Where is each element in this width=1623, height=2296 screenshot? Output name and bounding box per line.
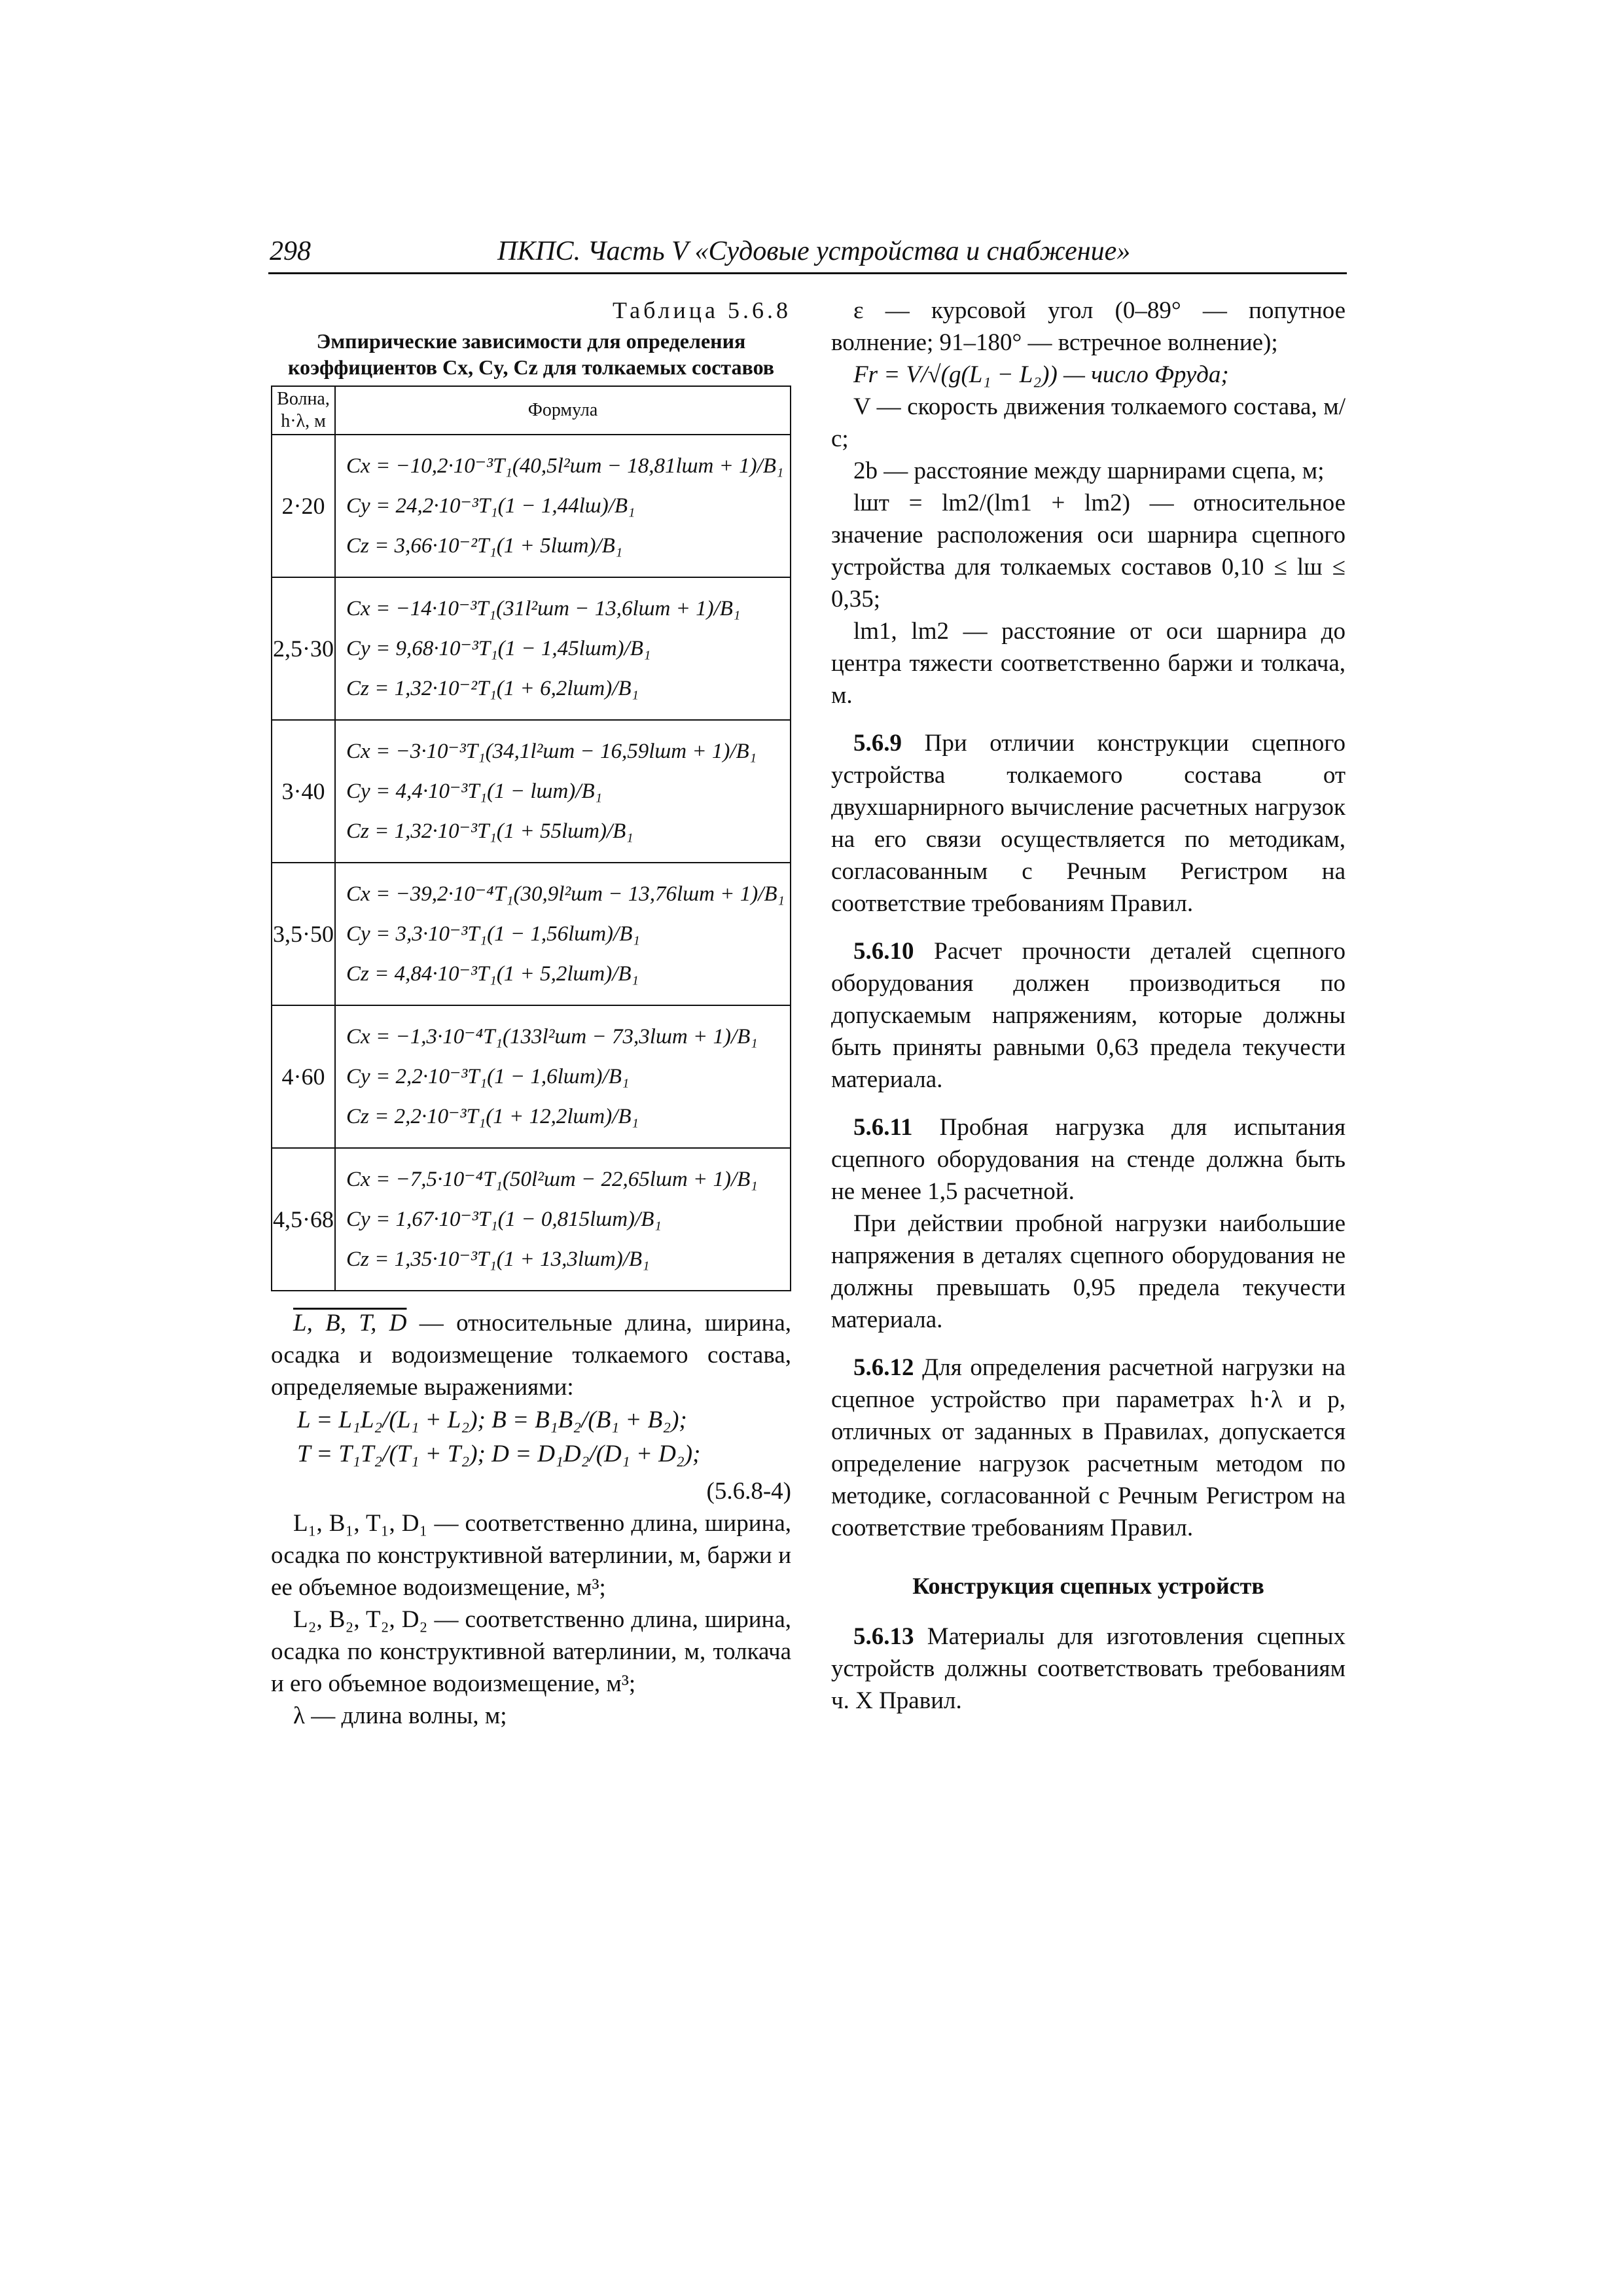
- section-heading: Конструкция сцепных устройств: [912, 1573, 1264, 1599]
- wave-cell: 3·40: [272, 720, 335, 863]
- speed-paragraph: V — скорость движения толкаемого состава, м/с;: [831, 393, 1346, 452]
- formula-cell: [335, 720, 791, 863]
- section-text: Материалы для изготовления сцепных устройств должны соответствовать требованиям ч. X Правил.: [831, 1623, 1346, 1714]
- header-formula: Формула: [335, 386, 791, 435]
- formula-cx: Cx = −1,3·10⁻⁴T₁(133l²шт − 73,3lшт + 1)/B₁: [346, 1024, 758, 1049]
- section-5-6-11: [831, 1111, 1346, 1208]
- equation-line-2: T = T₁T₂/(T₁ + T₂); D = D₁D₂/(D₁ + D₂);: [297, 1441, 701, 1467]
- formula-cy: Cy = 2,2·10⁻³T₁(1 − 1,6lшт)/B₁: [346, 1064, 630, 1088]
- formula-cx: Cx = −10,2·10⁻³T₁(40,5l²шт − 18,81lшт + 1)/B₁: [346, 454, 784, 478]
- table-row: [272, 435, 791, 577]
- hinge-distance-paragraph: 2b — расстояние между шарнирами сцепа, м;: [853, 457, 1325, 484]
- table-caption: Таблица 5.6.8: [613, 297, 791, 323]
- table-row: [272, 1148, 791, 1291]
- froude-paragraph: Fr = V/√(g(L₁ − L₂)) — число Фруда;: [853, 361, 1229, 388]
- formula-table: [271, 386, 791, 1291]
- hinge-position-paragraph: lшт = lm2/(lm1 + lm2) — относительное значение расположения оси шарнира сцепного устройства для толкаемых составов 0,10 ≤ lш ≤ 0,35;: [831, 490, 1346, 613]
- section-number: 5.6.10: [853, 938, 914, 965]
- formula-cx: Cx = −39,2·10⁻⁴T₁(30,9l²шт − 13,76lшт + 1)/B₁: [346, 882, 785, 906]
- formula-cell: [335, 863, 791, 1005]
- formula-cx: Cx = −3·10⁻³T₁(34,1l²шт − 16,59lшт + 1)/B₁: [346, 739, 757, 763]
- wave-cell: 4·60: [272, 1005, 335, 1148]
- formula-cy: Cy = 3,3·10⁻³T₁(1 − 1,56lшт)/B₁: [346, 922, 640, 946]
- section-5-6-10: [831, 935, 1346, 1096]
- formula-cy: Cy = 24,2·10⁻³T₁(1 − 1,44lш)/B₁: [346, 493, 635, 518]
- section-text: При отличии конструкции сцепного устройства толкаемого состава от двухшарнирного вычисление расчетных нагрузок на его связи осуществляется по методикам, согласованным с Речным Регистром на соответствие требованиям Правил.: [831, 730, 1346, 917]
- formula-cell: [335, 435, 791, 577]
- section-5-6-13: [831, 1621, 1346, 1717]
- equation-line-1: L = L₁L₂/(L₁ + L₂); B = B₁B₂/(B₁ + B₂);: [297, 1407, 687, 1433]
- formula-cy: Cy = 4,4·10⁻³T₁(1 − lшт)/B₁: [346, 779, 603, 803]
- section-number: 5.6.13: [853, 1623, 914, 1650]
- wave-cell: 4,5·68: [272, 1148, 335, 1291]
- table-title: Эмпирические зависимости для определения коэффициентов Cx, Cy, Cz для толкаемых составов: [287, 329, 775, 379]
- heading-angle-paragraph: ε — курсовой угол (0–89° — попутное волнение; 91–180° — встречное волнение);: [831, 297, 1346, 356]
- section-text: Расчет прочности деталей сцепного оборудования должен производиться по допускаемым напряжениям, которые должны быть приняты равными 0,63 предела текучести материала.: [831, 938, 1346, 1093]
- table-row: [272, 863, 791, 1005]
- wave-cell: 2·20: [272, 435, 335, 577]
- formula-cx: Cx = −14·10⁻³T₁(31l²шт − 13,6lшт + 1)/B₁: [346, 596, 741, 620]
- page-number: 298: [270, 236, 311, 266]
- formula-cy: Cy = 1,67·10⁻³T₁(1 − 0,815lшт)/B₁: [346, 1207, 662, 1231]
- table-row: [272, 1005, 791, 1148]
- formula-cell: [335, 577, 791, 720]
- formula-cy: Cy = 9,68·10⁻³T₁(1 − 1,45lшт)/B₁: [346, 636, 651, 660]
- section-number: 5.6.12: [853, 1354, 914, 1381]
- formula-cx: Cx = −7,5·10⁻⁴T₁(50l²шт − 22,65lшт + 1)/B₁: [346, 1167, 758, 1191]
- wavelength-paragraph: λ — длина волны, м;: [293, 1702, 507, 1729]
- wave-cell: 3,5·50: [272, 863, 335, 1005]
- section-text: Для определения расчетной нагрузки на сцепное устройство при параметрах h·λ и p, отличных от заданных в Правилах, допускается определение нагрузок расчетным методом по методике, согласованной с Речным Регистром на соответствие требованиям Правил.: [831, 1354, 1346, 1541]
- wave-cell: 2,5·30: [272, 577, 335, 720]
- section-number: 5.6.9: [853, 730, 902, 757]
- relative-dimensions-paragraph: [271, 1307, 791, 1403]
- barge-params-paragraph: L₁, B₁, T₁, D₁ — соответственно длина, ширина, осадка по конструктивной ватерлинии, м, баржи и ее объемное водоизмещение, м³;: [271, 1510, 791, 1601]
- header-rule: [268, 272, 1347, 274]
- formula-cz: Cz = 1,35·10⁻³T₁(1 + 13,3lшт)/B₁: [346, 1247, 650, 1271]
- formula-cz: Cz = 2,2·10⁻³T₁(1 + 12,2lшт)/B₁: [346, 1104, 639, 1128]
- center-gravity-paragraph: lm1, lm2 — расстояние от оси шарнира до центра тяжести соответственно баржи и толкача, м.: [831, 618, 1346, 709]
- table-row: [272, 720, 791, 863]
- left-column: [271, 295, 791, 1732]
- section-5-6-11-cont: При действии пробной нагрузки наибольшие напряжения в деталях сцепного оборудования не должны превышать 0,95 предела текучести материала.: [831, 1210, 1346, 1333]
- section-text: Пробная нагрузка для испытания сцепного оборудования на стенде должна быть не менее 1,5 расчетной.: [831, 1114, 1346, 1205]
- formula-cz: Cz = 1,32·10⁻²T₁(1 + 6,2lшт)/B₁: [346, 676, 639, 700]
- section-5-6-9: [831, 727, 1346, 920]
- section-number: 5.6.11: [853, 1114, 913, 1141]
- formula-cell: [335, 1148, 791, 1291]
- running-title: ПКПС. Часть V «Судовые устройства и снабжение»: [497, 236, 1131, 266]
- table-row: [272, 577, 791, 720]
- formula-cz: Cz = 3,66·10⁻²T₁(1 + 5lшт)/B₁: [346, 533, 623, 558]
- formula-cz: Cz = 4,84·10⁻³T₁(1 + 5,2lшт)/B₁: [346, 961, 639, 986]
- relative-dimensions-text: — относительные длина, ширина, осадка и водоизмещение толкаемого состава, определяемые выражениями:: [271, 1310, 791, 1401]
- section-5-6-12: [831, 1352, 1346, 1544]
- formula-cz: Cz = 1,32·10⁻³T₁(1 + 55lшт)/B₁: [346, 819, 633, 843]
- table-header-row: [272, 386, 791, 435]
- right-column: [831, 295, 1346, 1717]
- equation-number: (5.6.8-4): [706, 1478, 791, 1505]
- formula-cell: [335, 1005, 791, 1148]
- header-wave: Волна, h·λ, м: [272, 386, 335, 435]
- pusher-params-paragraph: L₂, B₂, T₂, D₂ — соответственно длина, ширина, осадка по конструктивной ватерлинии, м, толкача и его объемное водоизмещение, м³;: [271, 1606, 791, 1697]
- overlined-symbols: L, B, T, D: [293, 1310, 407, 1336]
